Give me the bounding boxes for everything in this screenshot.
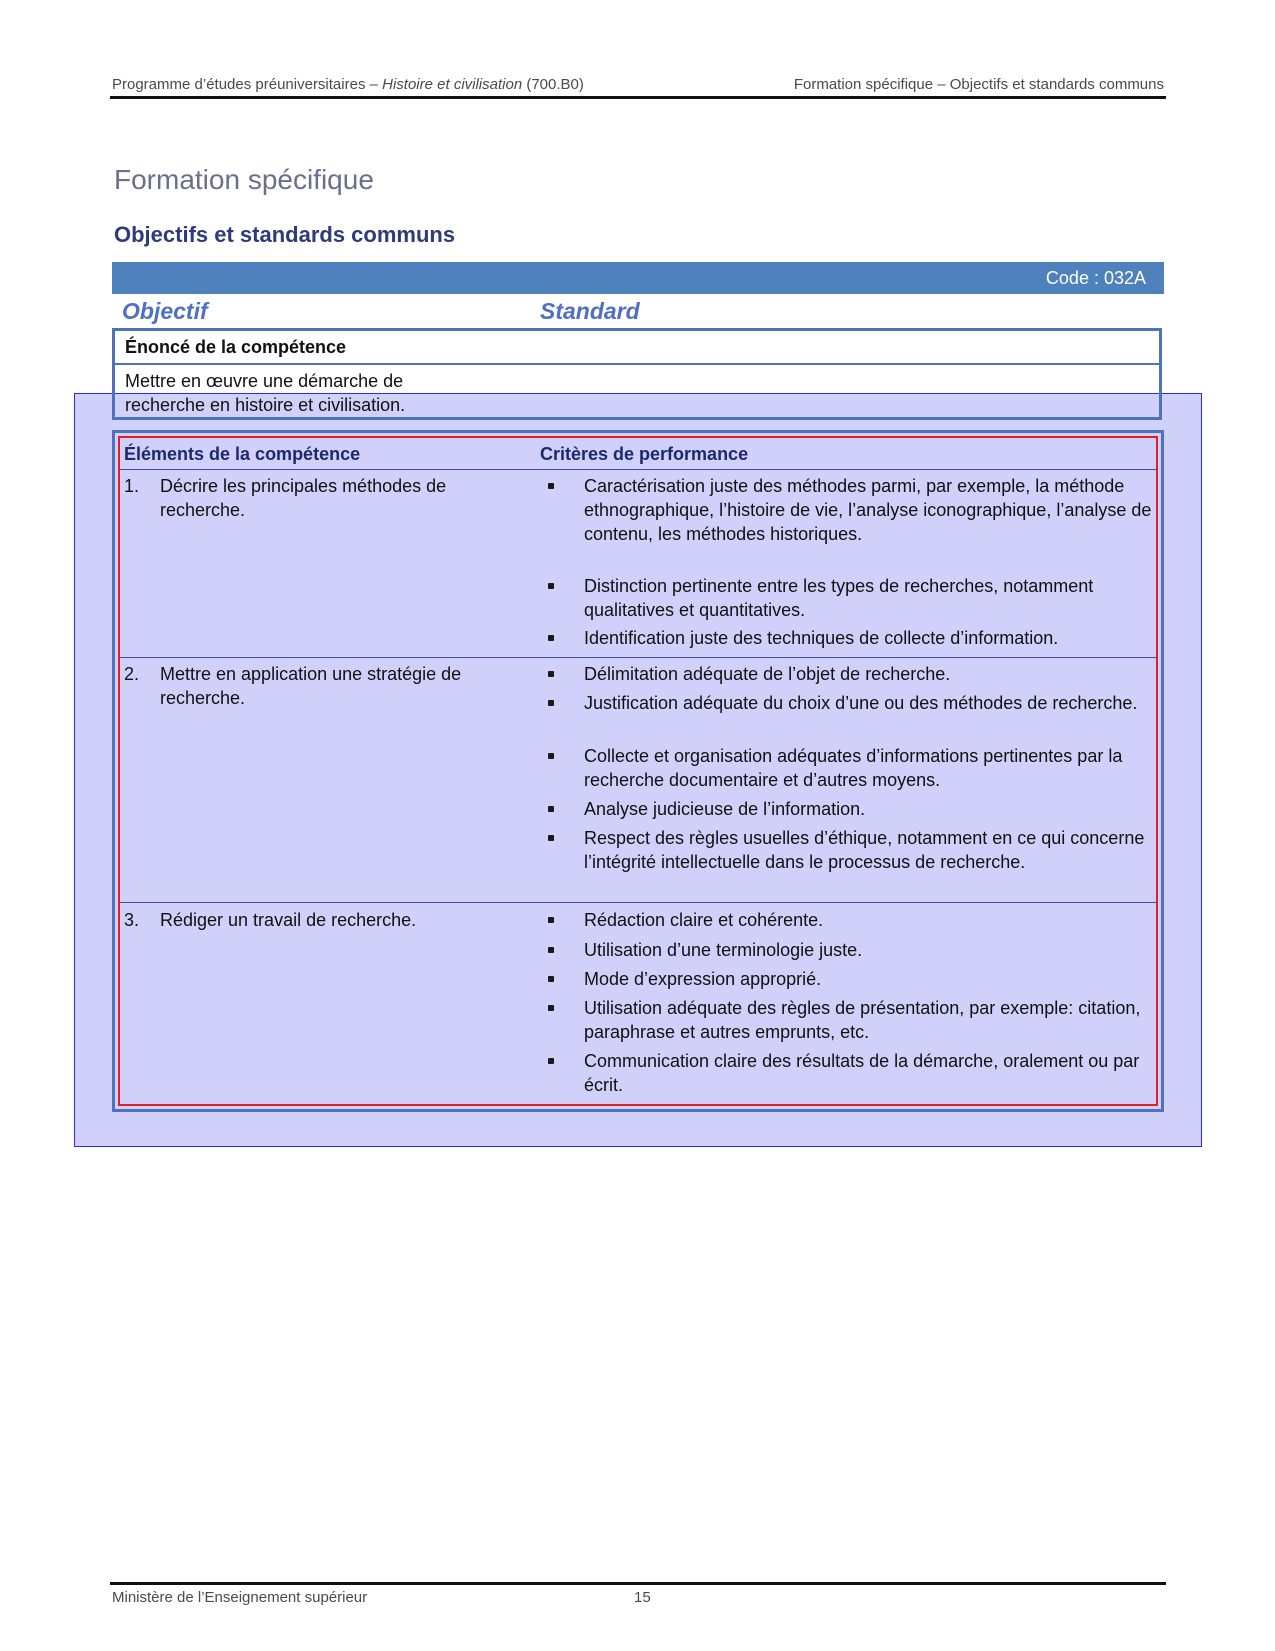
criteria-header: Critères de performance [540, 444, 749, 464]
bullet-icon [548, 1058, 554, 1064]
bullet-icon [548, 976, 554, 982]
footer-ministry: Ministère de l’Enseignement supérieur [112, 1589, 368, 1606]
running-header-left: Programme d’études préuniversitaires – Histoire et civilisation (700.B0) [112, 76, 584, 93]
bullet-icon [548, 635, 554, 641]
criterion-text: Délimitation adéquate de l’objet de recherche. [584, 664, 951, 684]
criterion-text: Collecte et organisation adéquates d’informations pertinentes par la recherche documentaire et d’autres moyens. [584, 746, 1123, 790]
criterion-text: Identification juste des techniques de collecte d’information. [584, 628, 1059, 648]
element-number: 3. [124, 910, 140, 930]
element-text: Décrire les principales méthodes de recherche. [160, 476, 447, 520]
element-number: 2. [124, 664, 140, 684]
row-rule [120, 902, 1156, 903]
criterion-text: Rédaction claire et cohérente. [584, 910, 824, 930]
bullet-icon [548, 1005, 554, 1011]
bullet-icon [548, 753, 554, 759]
code-bar [112, 262, 1164, 294]
bullet-icon [548, 835, 554, 841]
header-row-rule [120, 469, 1156, 470]
objectif-heading: Objectif [122, 298, 208, 324]
footer-rule [110, 1582, 1166, 1585]
bullet-icon [548, 583, 554, 589]
criterion-text: Caractérisation juste des méthodes parmi, par exemple, la méthode ethnographique, l’histoire de vie, l’analyse iconographique, l’analyse de contenu, les méthodes historiques. [584, 476, 1152, 544]
bullet-icon [548, 917, 554, 923]
elements-table [112, 430, 1164, 1112]
page-number: 15 [634, 1589, 651, 1606]
criterion-text: Communication claire des résultats de la démarche, oralement ou par écrit. [584, 1051, 1140, 1095]
criterion-text: Utilisation d’une terminologie juste. [584, 940, 863, 960]
element-number: 1. [124, 476, 140, 496]
running-header-right: Formation spécifique – Objectifs et standards communs [793, 76, 1164, 93]
element-text: Rédiger un travail de recherche. [160, 910, 417, 930]
competency-code: Code : 032A [1045, 268, 1146, 288]
running-header [110, 74, 1166, 96]
standard-heading: Standard [540, 298, 640, 324]
enonce-label: Énoncé de la compétence [125, 337, 347, 357]
criterion-text: Analyse judicieuse de l’information. [584, 799, 866, 819]
criterion-text: Distinction pertinente entre les types de recherches, notamment qualitatives et quantitatives. [584, 576, 1094, 620]
criterion-text: Respect des règles usuelles d’éthique, notamment en ce qui concerne l’intégrité intellectuelle dans le processus de recherche. [584, 828, 1145, 872]
bullet-icon [548, 483, 554, 489]
bullet-icon [548, 947, 554, 953]
program-name: Histoire et civilisation [382, 76, 523, 93]
bullet-icon [548, 671, 554, 677]
bullet-icon [548, 806, 554, 812]
element-text: Mettre en application une stratégie de recherche. [160, 664, 462, 708]
row-rule [120, 657, 1156, 658]
criterion-text: Justification adéquate du choix d’une ou des méthodes de recherche. [584, 693, 1138, 713]
section-subtitle: Objectifs et standards communs [114, 222, 456, 247]
elements-header: Éléments de la compétence [124, 444, 361, 464]
elements-table-inner [118, 436, 1158, 1106]
header-rule [110, 96, 1166, 99]
enonce-text: Mettre en œuvre une démarche de recherche en histoire et civilisation. [125, 371, 406, 415]
enonce-divider [115, 363, 1159, 365]
criterion-text: Utilisation adéquate des règles de présentation, par exemple: citation, paraphrase et autres emprunts, etc. [584, 998, 1141, 1042]
enonce-box [112, 328, 1162, 420]
section-title: Formation spécifique [114, 164, 374, 195]
criterion-text: Mode d’expression approprié. [584, 969, 822, 989]
bullet-icon [548, 700, 554, 706]
